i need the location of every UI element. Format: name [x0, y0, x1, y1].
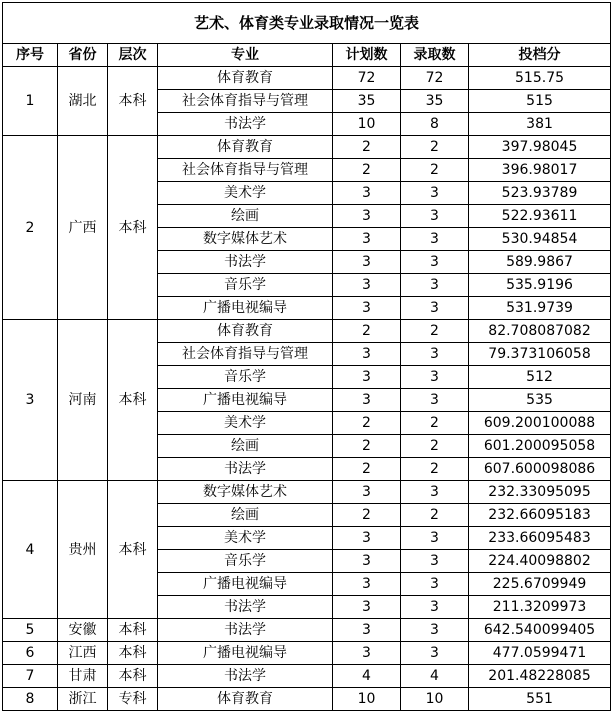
table-row — [3, 665, 611, 688]
plan-cell: 2 — [333, 504, 401, 527]
score-cell: 522.93611 — [469, 205, 611, 228]
major-cell: 音乐学 — [158, 366, 333, 389]
admit-cell: 2 — [401, 412, 469, 435]
plan-cell: 3 — [333, 389, 401, 412]
header-province: 省份 — [58, 44, 108, 67]
header-score: 投档分 — [469, 44, 611, 67]
province-cell: 广西 — [58, 136, 108, 320]
admit-cell: 3 — [401, 481, 469, 504]
major-cell: 绘画 — [158, 435, 333, 458]
major-cell: 广播电视编导 — [158, 389, 333, 412]
admit-cell: 2 — [401, 320, 469, 343]
score-cell: 530.94854 — [469, 228, 611, 251]
major-cell: 美术学 — [158, 527, 333, 550]
admit-cell: 3 — [401, 343, 469, 366]
seq-cell: 8 — [3, 688, 58, 711]
admit-cell: 3 — [401, 642, 469, 665]
score-cell: 224.40098802 — [469, 550, 611, 573]
score-cell: 515 — [469, 90, 611, 113]
admit-cell: 4 — [401, 665, 469, 688]
plan-cell: 3 — [333, 550, 401, 573]
score-cell: 531.9739 — [469, 297, 611, 320]
admission-table — [2, 2, 611, 711]
header-major: 专业 — [158, 44, 333, 67]
score-cell: 535.9196 — [469, 274, 611, 297]
table-row — [3, 481, 611, 504]
admit-cell: 2 — [401, 136, 469, 159]
province-cell: 河南 — [58, 320, 108, 481]
province-cell: 贵州 — [58, 481, 108, 619]
major-cell: 书法学 — [158, 251, 333, 274]
score-cell: 201.48228085 — [469, 665, 611, 688]
plan-cell: 2 — [333, 435, 401, 458]
plan-cell: 2 — [333, 458, 401, 481]
seq-cell: 4 — [3, 481, 58, 619]
score-cell: 515.75 — [469, 67, 611, 90]
level-cell: 本科 — [108, 619, 158, 642]
major-cell: 音乐学 — [158, 550, 333, 573]
seq-cell: 5 — [3, 619, 58, 642]
score-cell: 551 — [469, 688, 611, 711]
admit-cell: 3 — [401, 389, 469, 412]
plan-cell: 4 — [333, 665, 401, 688]
major-cell: 广播电视编导 — [158, 573, 333, 596]
level-cell: 本科 — [108, 665, 158, 688]
score-cell: 232.33095095 — [469, 481, 611, 504]
major-cell: 社会体育指导与管理 — [158, 343, 333, 366]
admit-cell: 72 — [401, 67, 469, 90]
table-row — [3, 619, 611, 642]
major-cell: 体育教育 — [158, 320, 333, 343]
seq-cell: 7 — [3, 665, 58, 688]
major-cell: 体育教育 — [158, 67, 333, 90]
major-cell: 美术学 — [158, 182, 333, 205]
plan-cell: 10 — [333, 113, 401, 136]
level-cell: 专科 — [108, 688, 158, 711]
admit-cell: 3 — [401, 251, 469, 274]
table-row — [3, 642, 611, 665]
level-cell: 本科 — [108, 136, 158, 320]
major-cell: 数字媒体艺术 — [158, 481, 333, 504]
table-row — [3, 320, 611, 343]
plan-cell: 10 — [333, 688, 401, 711]
score-cell: 607.600098086 — [469, 458, 611, 481]
seq-cell: 1 — [3, 67, 58, 136]
admit-cell: 2 — [401, 458, 469, 481]
major-cell: 书法学 — [158, 113, 333, 136]
major-cell: 数字媒体艺术 — [158, 228, 333, 251]
header-admit: 录取数 — [401, 44, 469, 67]
plan-cell: 3 — [333, 205, 401, 228]
score-cell: 232.66095183 — [469, 504, 611, 527]
score-cell: 535 — [469, 389, 611, 412]
score-cell: 396.98017 — [469, 159, 611, 182]
score-cell: 381 — [469, 113, 611, 136]
admit-cell: 3 — [401, 366, 469, 389]
admit-cell: 3 — [401, 527, 469, 550]
plan-cell: 3 — [333, 481, 401, 504]
plan-cell: 3 — [333, 251, 401, 274]
plan-cell: 3 — [333, 527, 401, 550]
plan-cell: 3 — [333, 596, 401, 619]
admit-cell: 3 — [401, 205, 469, 228]
header-row — [3, 44, 611, 67]
major-cell: 书法学 — [158, 619, 333, 642]
score-cell: 477.0599471 — [469, 642, 611, 665]
level-cell: 本科 — [108, 642, 158, 665]
plan-cell: 3 — [333, 182, 401, 205]
major-cell: 书法学 — [158, 665, 333, 688]
header-seq: 序号 — [3, 44, 58, 67]
table-title: 艺术、体育类专业录取情况一览表 — [3, 3, 611, 44]
major-cell: 音乐学 — [158, 274, 333, 297]
score-cell: 233.66095483 — [469, 527, 611, 550]
score-cell: 82.708087082 — [469, 320, 611, 343]
admit-cell: 3 — [401, 297, 469, 320]
plan-cell: 3 — [333, 228, 401, 251]
plan-cell: 2 — [333, 159, 401, 182]
province-cell: 甘肃 — [58, 665, 108, 688]
major-cell: 广播电视编导 — [158, 297, 333, 320]
plan-cell: 3 — [333, 573, 401, 596]
plan-cell: 35 — [333, 90, 401, 113]
admit-cell: 2 — [401, 435, 469, 458]
admit-cell: 3 — [401, 550, 469, 573]
level-cell: 本科 — [108, 67, 158, 136]
admit-cell: 3 — [401, 573, 469, 596]
plan-cell: 2 — [333, 320, 401, 343]
major-cell: 绘画 — [158, 205, 333, 228]
major-cell: 绘画 — [158, 504, 333, 527]
admit-cell: 3 — [401, 596, 469, 619]
table-row — [3, 67, 611, 90]
major-cell: 美术学 — [158, 412, 333, 435]
score-cell: 589.9867 — [469, 251, 611, 274]
plan-cell: 3 — [333, 642, 401, 665]
score-cell: 211.3209973 — [469, 596, 611, 619]
admit-cell: 8 — [401, 113, 469, 136]
table-row — [3, 688, 611, 711]
major-cell: 广播电视编导 — [158, 642, 333, 665]
major-cell: 体育教育 — [158, 136, 333, 159]
seq-cell: 2 — [3, 136, 58, 320]
admit-cell: 3 — [401, 182, 469, 205]
plan-cell: 2 — [333, 412, 401, 435]
plan-cell: 3 — [333, 297, 401, 320]
admit-cell: 35 — [401, 90, 469, 113]
province-cell: 江西 — [58, 642, 108, 665]
table-body — [3, 67, 611, 711]
score-cell: 225.6709949 — [469, 573, 611, 596]
plan-cell: 3 — [333, 366, 401, 389]
admit-cell: 2 — [401, 504, 469, 527]
plan-cell: 3 — [333, 619, 401, 642]
admit-cell: 3 — [401, 619, 469, 642]
plan-cell: 2 — [333, 136, 401, 159]
province-cell: 浙江 — [58, 688, 108, 711]
seq-cell: 6 — [3, 642, 58, 665]
level-cell: 本科 — [108, 481, 158, 619]
plan-cell: 72 — [333, 67, 401, 90]
major-cell: 书法学 — [158, 596, 333, 619]
plan-cell: 3 — [333, 274, 401, 297]
score-cell: 601.200095058 — [469, 435, 611, 458]
header-level: 层次 — [108, 44, 158, 67]
province-cell: 湖北 — [58, 67, 108, 136]
major-cell: 体育教育 — [158, 688, 333, 711]
level-cell: 本科 — [108, 320, 158, 481]
major-cell: 书法学 — [158, 458, 333, 481]
score-cell: 397.98045 — [469, 136, 611, 159]
score-cell: 512 — [469, 366, 611, 389]
score-cell: 642.540099405 — [469, 619, 611, 642]
score-cell: 523.93789 — [469, 182, 611, 205]
table-row — [3, 136, 611, 159]
major-cell: 社会体育指导与管理 — [158, 90, 333, 113]
score-cell: 609.200100088 — [469, 412, 611, 435]
score-cell: 79.373106058 — [469, 343, 611, 366]
admit-cell: 3 — [401, 228, 469, 251]
admit-cell: 10 — [401, 688, 469, 711]
admit-cell: 3 — [401, 274, 469, 297]
major-cell: 社会体育指导与管理 — [158, 159, 333, 182]
seq-cell: 3 — [3, 320, 58, 481]
plan-cell: 3 — [333, 343, 401, 366]
admit-cell: 2 — [401, 159, 469, 182]
header-plan: 计划数 — [333, 44, 401, 67]
province-cell: 安徽 — [58, 619, 108, 642]
